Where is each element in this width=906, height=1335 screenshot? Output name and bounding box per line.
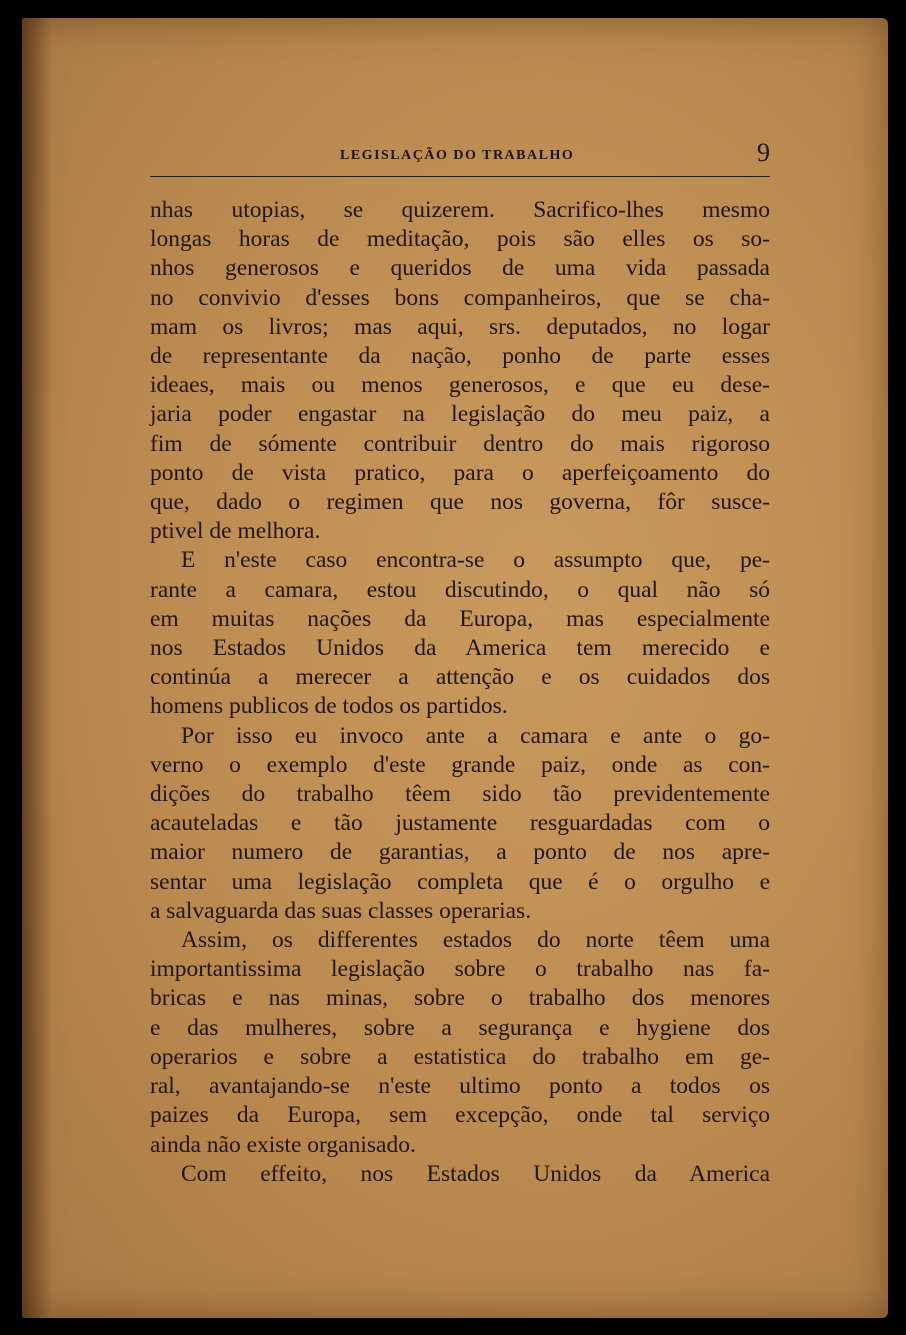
text-line: ral, avantajando-se n'este ultimo ponto a todos os [150,1073,770,1100]
text-line: sentar uma legislação completa que é o orgulho e [150,868,770,895]
text-line: que, dado o regimen que nos governa, fôr susce- [150,489,770,516]
text-line: no convivio d'esses bons companheiros, que se cha- [150,284,770,311]
text-line: a salvaguarda das suas classes operarias. [150,897,532,924]
text-line: fim de sómente contribuir dentro do mais rigoroso [150,430,770,457]
text-line: homens publicos de todos os partidos. [150,693,508,720]
page-spine-shadow [22,18,52,1318]
text-line: nos Estados Unidos da America tem merecido e [150,635,770,662]
text-line: Assim, os differentes estados do norte têem uma [181,927,770,954]
text-line: operarios e sobre a estatistica do trabalho em ge- [150,1043,770,1070]
page-number: 9 [757,138,770,167]
text-line: dições do trabalho têem sido tão previdentemente [150,781,770,808]
text-line: em muitas nações da Europa, mas especialmente [150,605,770,632]
text-line: paizes da Europa, sem excepção, onde tal serviço [150,1102,770,1129]
text-line: verno o exemplo d'este grande paiz, onde as con- [150,751,770,778]
text-line: rante a camara, estou discutindo, o qual não só [150,576,770,603]
text-line: mam os livros; mas aqui, srs. deputados, no logar [150,313,770,340]
text-line: Por isso eu invoco ante a camara e ante o go- [181,722,770,749]
text-line: ptivel de melhora. [150,518,321,545]
text-line: Com effeito, nos Estados Unidos da America [181,1160,770,1187]
text-line: maior numero de garantias, a ponto de nos apre- [150,839,770,866]
text-line: continúa a merecer a attenção e os cuidados dos [150,664,770,691]
text-line: bricas e nas minas, sobre o trabalho dos menores [150,985,770,1012]
text-line: de representante da nação, ponho de parte esses [150,343,770,370]
text-line: ainda não existe organisado. [150,1131,416,1158]
running-head: LEGISLAÇÃO DO TRABALHO [340,148,575,163]
body-text [150,196,770,1189]
text-line: e das mulheres, sobre a segurança e hygiene dos [150,1014,770,1041]
text-line: importantissima legislação sobre o trabalho nas fa- [150,956,770,983]
text-line: longas horas de meditação, pois são elles os so- [150,226,770,253]
page-header [150,138,770,177]
text-line: ponto de vista pratico, para o aperfeiçoamento do [150,459,770,486]
text-line: jaria poder engastar na legislação do meu paiz, a [150,401,770,428]
book-page [22,18,888,1318]
text-line: nhos generosos e queridos de uma vida passada [150,255,770,282]
text-line: ideaes, mais ou menos generosos, e que eu dese- [150,372,770,399]
text-line: nhas utopias, se quizerem. Sacrifico-lhes mesmo [150,197,770,223]
text-line: E n'este caso encontra-se o assumpto que, pe- [181,547,770,574]
text-line: acauteladas e tão justamente resguardadas com o [150,810,770,837]
